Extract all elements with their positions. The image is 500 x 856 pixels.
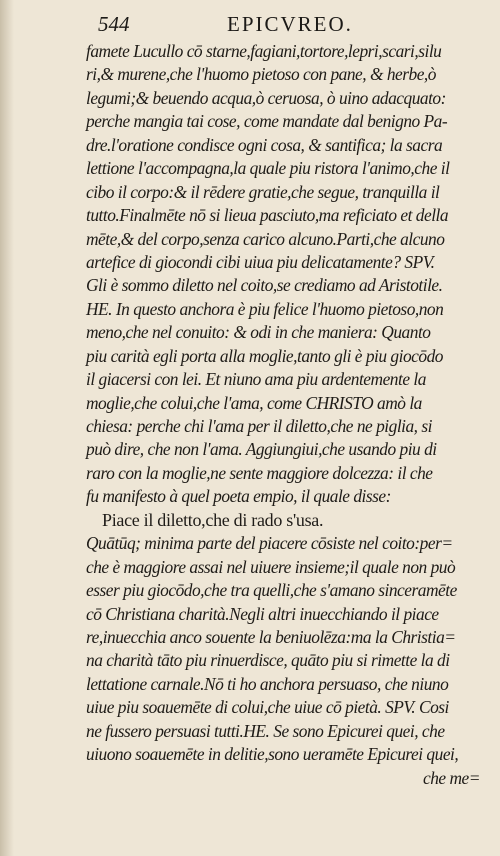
body-text (86, 40, 486, 790)
text-line: lettatione carnale.Nō ti ho anchora persuaso, che niuno (86, 673, 449, 694)
text-line: moglie,che colui,che l'ama, come CHRISTO amò la (86, 392, 422, 413)
text-line: che è maggiore assai nel uiuere insieme;il quale non può (86, 556, 456, 577)
text-line: Quātūq; minima parte del piacere cōsiste nel coito:per= (86, 533, 453, 554)
text-line: chiesa: perche chi l'ama per il diletto,che ne piglia, si (86, 416, 432, 436)
text-line: ne fussero persuasi tutti.HE. Se sono Epicurei quei, che (86, 720, 445, 741)
text-line: raro con la moglie,ne sente maggiore dolcezza: il che (86, 462, 433, 483)
text-line: tutto.Finalmēte nō si lieua pasciuto,ma reficiato et della (86, 205, 449, 226)
text-line: artefice di giocondi cibi uiua piu delicatamente? SPV. (86, 251, 435, 272)
page-number: 544 (98, 12, 130, 36)
text-line: uiuono soauemēte in delitie,sono ueramēte Epicurei quei, (86, 744, 459, 765)
running-head: EPICVREO. (227, 12, 353, 36)
text-line: cibo il corpo:& il rēdere gratie,che segue, tranquilla il (86, 181, 440, 202)
page-header (98, 12, 460, 38)
text-line: cō Christiana charità.Negli altri inuecchiando il piace (86, 603, 439, 624)
text-line: può dire, che non l'ama. Aggiungiui,che usando piu di (86, 439, 437, 460)
text-line: perche mangia tai cose, come mandate dal benigno Pa- (86, 111, 448, 132)
catchword: che me= (423, 767, 480, 788)
text-line: Gli è sommo diletto nel coito,se crediamo ad Aristotile. (86, 275, 443, 296)
text-line: na charità tāto piu rinuerdisce, quāto piu si rimette la di (86, 650, 450, 671)
text-line: piu carità egli porta alla moglie,tanto gli è piu giocōdo (86, 345, 443, 366)
text-line: re,inuecchia anco souente la beniuolēza:ma la Christia= (86, 626, 456, 647)
verse-quotation: Piace il diletto,che di rado s'usa. (102, 509, 324, 530)
text-line: HE. In questo anchora è piu felice l'huomo pietoso,non (86, 298, 444, 319)
text-line: lettione l'accompagna,la quale piu ristora l'animo,che il (86, 158, 450, 179)
text-line: fu manifesto à quel poeta empio, il quale disse: (86, 486, 391, 507)
text-line: ri,& murene,che l'huomo pietoso con pane, & herbe,ò (86, 64, 436, 85)
text-line: legumi;& beuendo acqua,ò ceruosa, ò uino adacquato: (86, 87, 446, 108)
text-line: uiue piu soauemēte di colui,che uiue cō pietà. SPV. Cosi (86, 697, 449, 718)
text-line: mēte,& del corpo,senza carico alcuno.Parti,che alcuno (86, 228, 445, 249)
text-line: dre.l'oratione condisce ogni cosa, & santifica; la sacra (86, 134, 443, 155)
text-line: famete Lucullo cō starne,fagiani,tortore,lepri,scari,silu (86, 41, 442, 61)
text-line: il giacersi con lei. Et niuno ama piu ardentemente la (86, 369, 426, 390)
text-line: esser piu giocōdo,che tra quelli,che s'amano sinceramēte (86, 580, 457, 601)
page-gutter-shadow (0, 0, 14, 856)
text-line: meno,che nel conuito: & odi in che maniera: Quanto (86, 322, 431, 343)
